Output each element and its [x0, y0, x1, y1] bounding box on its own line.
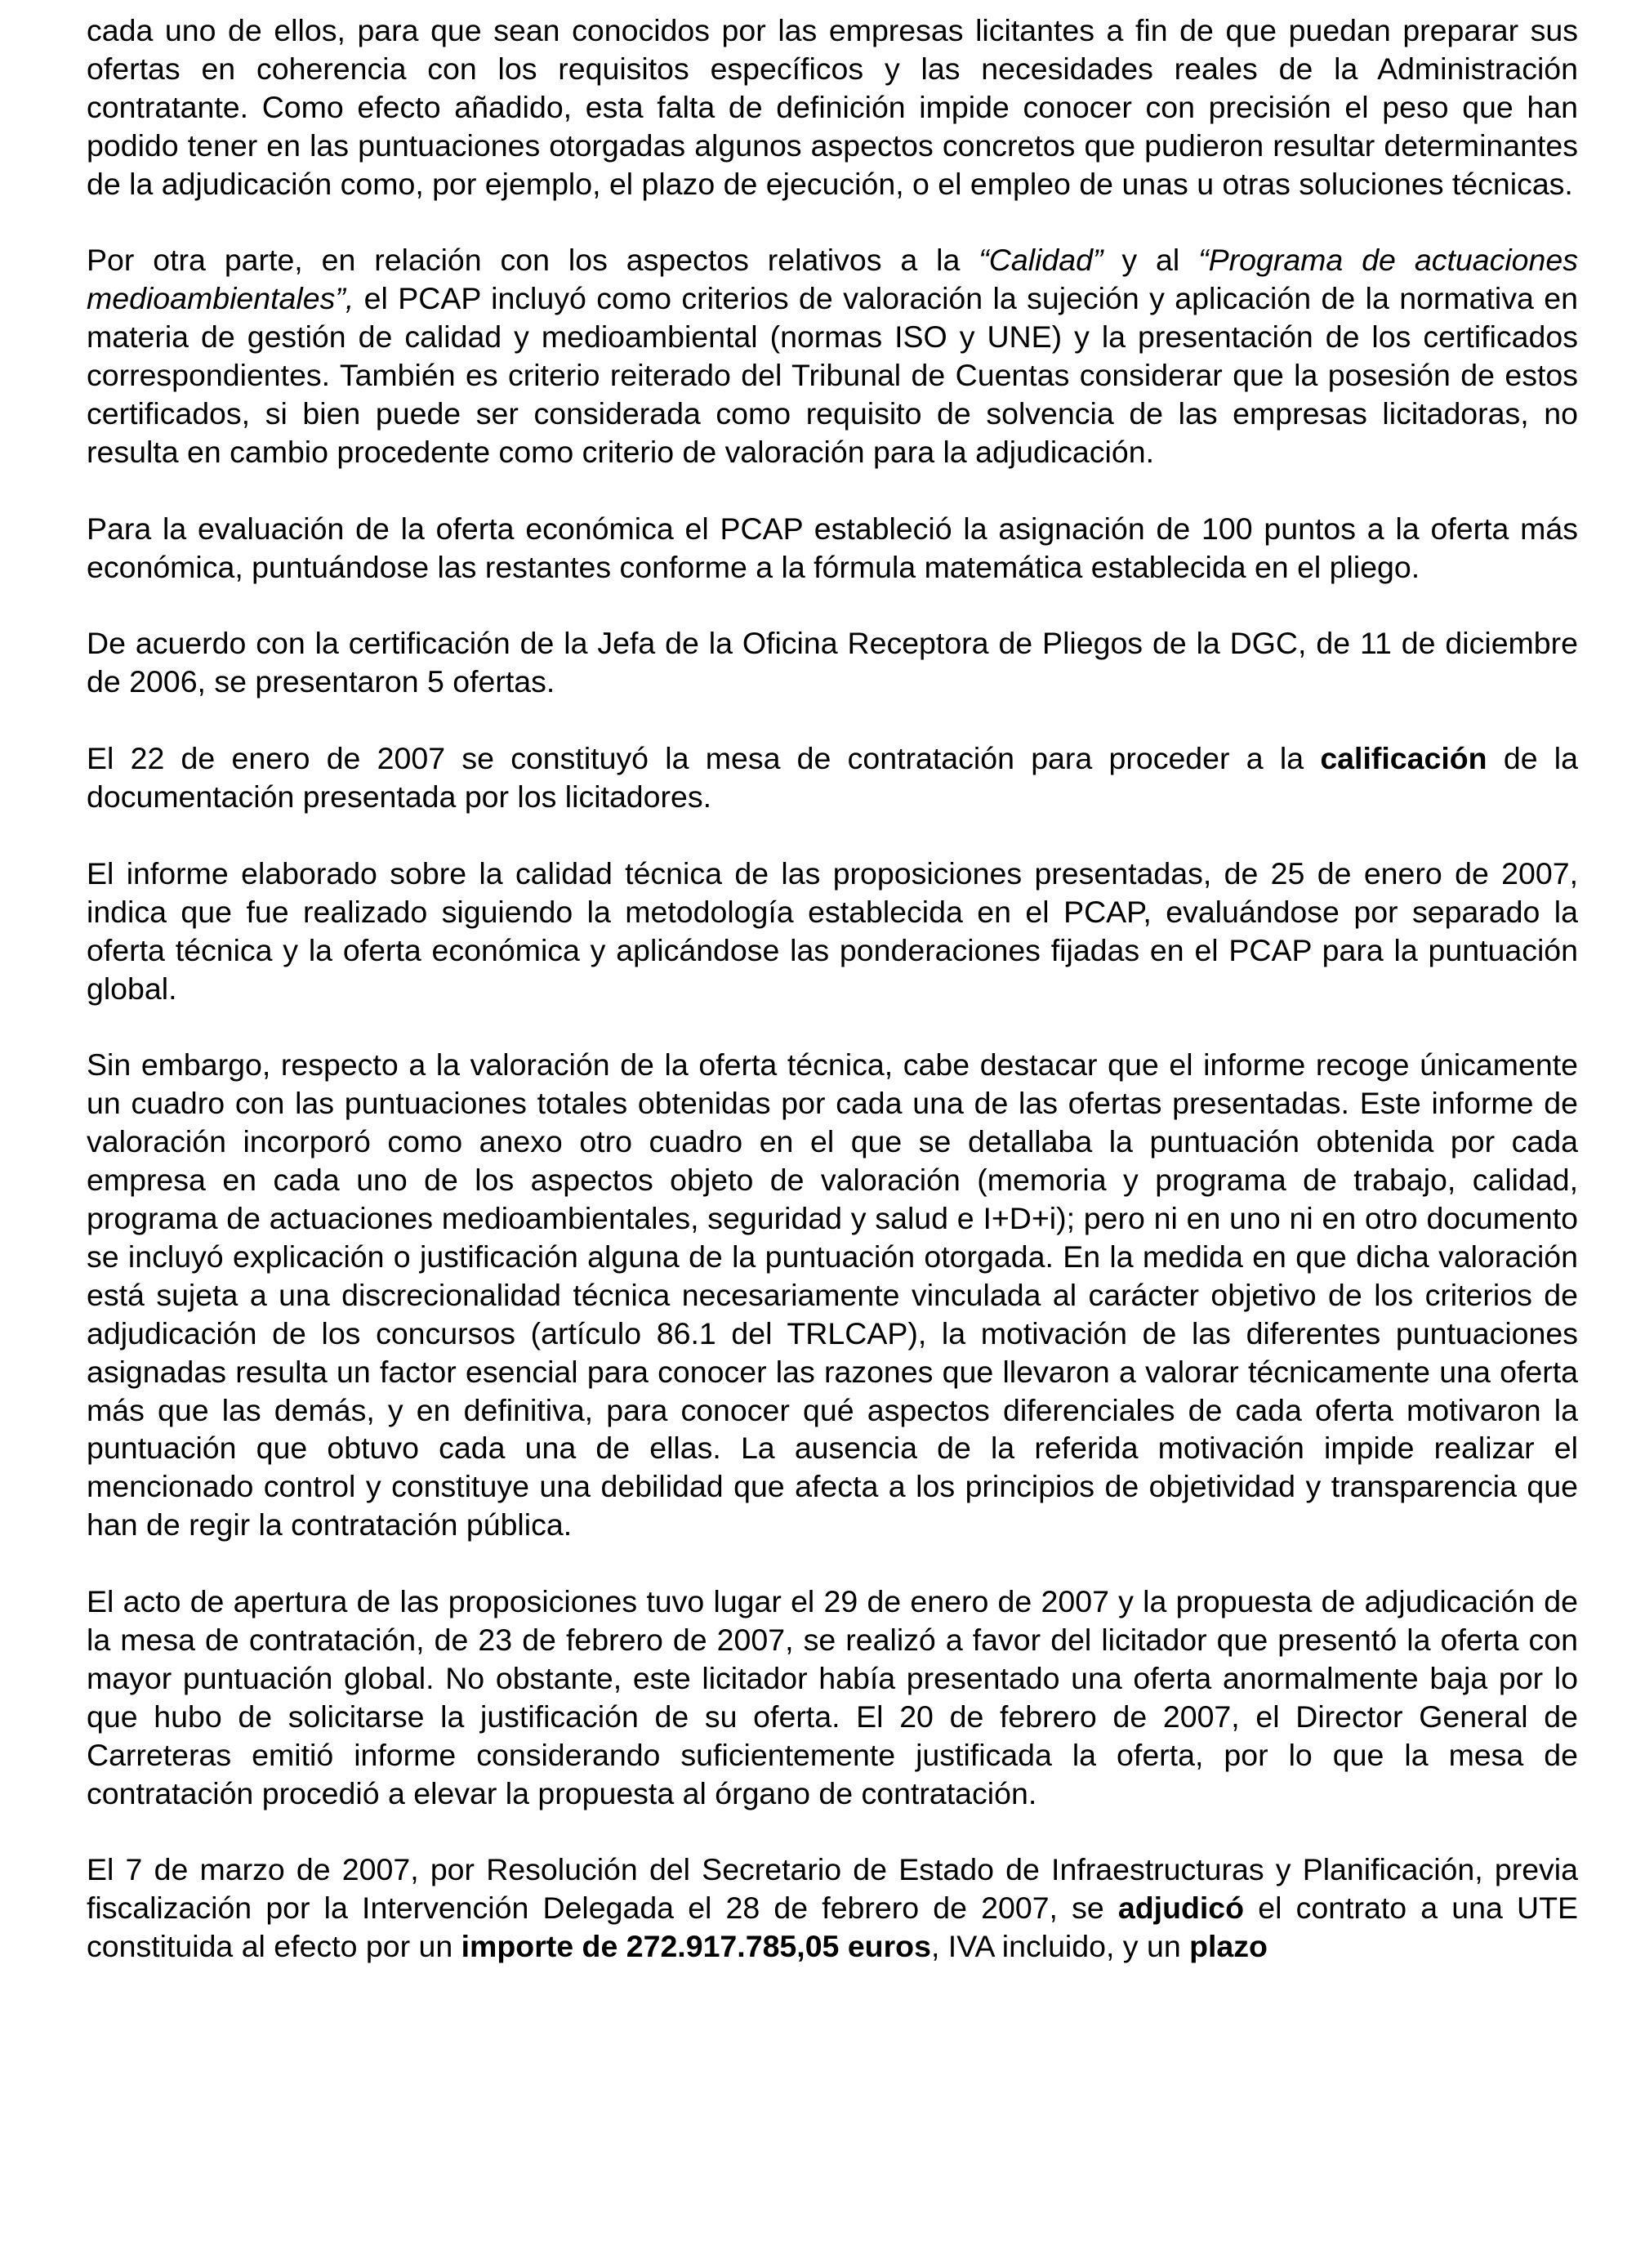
paragraph-9 — [87, 1851, 1578, 1966]
paragraph-text: De acuerdo con la certificación de la Jefa de la Oficina Receptora de Pliegos de la DGC, de 11 de diciembre de 2006, se presentaron 5 ofertas. — [87, 626, 1578, 699]
paragraph-8 — [87, 1583, 1578, 1812]
document-page — [87, 11, 1578, 1966]
paragraph-text: , IVA incluido, y un — [930, 1929, 1190, 1964]
italic-term-programa: “Programa de actuaciones medioambientales”, — [87, 243, 1578, 316]
paragraph-text: el contrato a una UTE constituida al efecto por un — [87, 1891, 1578, 1964]
italic-term-calidad: “Calidad” — [979, 243, 1103, 278]
paragraph-text: El informe elaborado sobre la calidad técnica de las proposiciones presentadas, de 25 de enero de 2007, indica que fue realizado siguiendo la metodología establecida en el PCAP, evaluándose por separado la oferta técnica y la oferta económica y aplicándose las ponderaciones fijadas en el PCAP para la puntuación global. — [87, 855, 1578, 1006]
paragraph-text: El 22 de enero de 2007 se constituyó la mesa de contratación para proceder a la — [87, 741, 1321, 776]
paragraph-text: de la documentación presentada por los licitadores. — [87, 741, 1578, 815]
bold-term-adjudico: adjudicó — [1117, 1891, 1245, 1926]
paragraph-text: el PCAP incluyó como criterios de valoración la sujeción y aplicación de la normativa en materia de gestión de calidad y medioambiental (normas ISO y UNE) y la presentación de los certificados correspondientes. También es criterio reiterado del Tribunal de Cuentas considerar que la posesión de estos certificados, si bien puede ser considerada como requisito de solvencia de las empresas licitadoras, no resulta en cambio procedente como criterio de valoración para la adjudicación. — [87, 281, 1578, 469]
paragraph-2 — [87, 241, 1578, 471]
paragraph-4 — [87, 624, 1578, 701]
paragraph-text: El acto de apertura de las proposiciones tuvo lugar el 29 de enero de 2007 y la propuesta de adjudicación de la mesa de contratación, de 23 de febrero de 2007, se realizó a favor del licitador que presentó la oferta con mayor puntuación global. No obstante, este licitador había presentado una oferta anormalmente baja por lo que hubo de solicitarse la justificación de su oferta. El 20 de febrero de 2007, el Director General de Carreteras emitió informe considerando suficientemente justificada la oferta, por lo que la mesa de contratación procedió a elevar la propuesta al órgano de contratación. — [87, 1584, 1578, 1810]
paragraph-3 — [87, 510, 1578, 587]
bold-term-calificacion: calificación — [1320, 741, 1487, 776]
bold-term-plazo: plazo — [1189, 1929, 1268, 1964]
paragraph-text: El 7 de marzo de 2007, por Resolución del Secretario de Estado de Infraestructuras y Planificación, previa fiscalización por la Intervención Delegada el 28 de febrero de 2007, se — [87, 1852, 1578, 1926]
paragraph-text: Para la evaluación de la oferta económica el PCAP estableció la asignación de 100 puntos a la oferta más económica, puntuándose las restantes conforme a la fórmula matemática establecida en el pliego. — [87, 511, 1578, 584]
bold-term-importe: importe de 272.917.785,05 euros — [461, 1929, 931, 1964]
paragraph-5 — [87, 739, 1578, 816]
paragraph-text: Sin embargo, respecto a la valoración de la oferta técnica, cabe destacar que el informe recoge únicamente un cuadro con las puntuaciones totales obtenidas por cada una de las ofertas presentadas. Este informe de valoración incorporó como anexo otro cuadro en el que se detallaba la puntuación obtenida por cada empresa en cada uno de los aspectos objeto de valoración (memoria y programa de trabajo, calidad, programa de actuaciones medioambientales, seguridad y salud e I+D+i); pero ni en uno ni en otro documento se incluyó explicación o justificación alguna de la puntuación otorgada. En la medida en que dicha valoración está sujeta a una discrecionalidad técnica necesariamente vinculada al carácter objetivo de los criterios de adjudicación de los concursos (artículo 86.1 del TRLCAP), la motivación de las diferentes puntuaciones asignadas resulta un factor esencial para conocer las razones que llevaron a valorar técnicamente una oferta más que las demás, y en definitiva, para conocer qué aspectos diferenciales de cada oferta motivaron la puntuación que obtuvo cada una de ellas. La ausencia de la referida motivación impide realizar el mencionado control y constituye una debilidad que afecta a los principios de objetividad y transparencia que han de regir la contratación pública. — [87, 1047, 1578, 1543]
paragraph-text: y al — [1103, 243, 1199, 278]
paragraph-6 — [87, 855, 1578, 1008]
paragraph-7 — [87, 1046, 1578, 1544]
paragraph-text: cada uno de ellos, para que sean conocidos por las empresas licitantes a fin de que puedan preparar sus ofertas en coherencia con los requisitos específicos y las necesidades reales de la Administración contratante. Como efecto añadido, esta falta de definición impide conocer con precisión el peso que han podido tener en las puntuaciones otorgadas algunos aspectos concretos que pudieron resultar determinantes de la adjudicación como, por ejemplo, el plazo de ejecución, o el empleo de unas u otras soluciones técnicas. — [87, 13, 1578, 201]
paragraph-1 — [87, 11, 1578, 203]
paragraph-text: Por otra parte, en relación con los aspectos relativos a la — [87, 243, 979, 278]
